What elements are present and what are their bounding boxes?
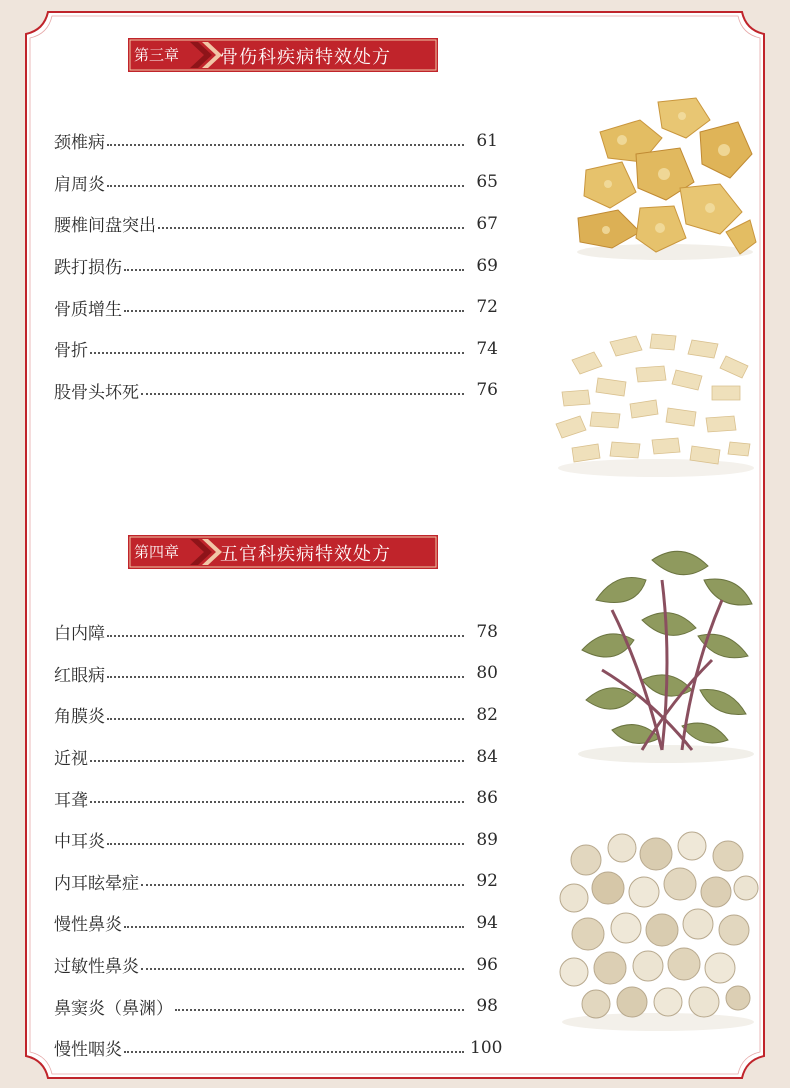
toc-entry-label: 过敏性鼻炎 xyxy=(54,957,139,978)
toc-entry[interactable] xyxy=(54,120,498,162)
toc-entry-label: 耳聋 xyxy=(54,790,88,811)
toc-entry[interactable] xyxy=(54,902,498,944)
toc-page-number: 96 xyxy=(476,954,498,975)
dried-flakes-image xyxy=(552,320,760,478)
toc-entry-label: 骨质增生 xyxy=(54,299,122,320)
chapter-number: 第四章 xyxy=(134,543,180,561)
toc-entry[interactable] xyxy=(54,162,498,204)
toc-page-number: 61 xyxy=(476,130,498,151)
toc-page-number: 92 xyxy=(476,871,498,892)
toc-entry[interactable] xyxy=(54,328,498,370)
toc-entry[interactable] xyxy=(54,985,498,1027)
toc-page-number: 69 xyxy=(476,255,498,276)
toc-entry-label: 肩周炎 xyxy=(54,174,105,195)
toc-entry-label: 骨折 xyxy=(54,341,88,362)
dried-root-slices-image xyxy=(570,92,760,262)
dried-herb-stems-image xyxy=(572,540,760,765)
toc-entry-label: 中耳炎 xyxy=(54,832,105,853)
toc-page-number: 67 xyxy=(476,213,498,234)
dot-leader xyxy=(107,843,464,845)
toc-entry-label: 慢性咽炎 xyxy=(54,1040,122,1061)
dot-leader xyxy=(107,718,464,720)
chapter-number: 第三章 xyxy=(134,46,180,64)
toc-entry[interactable] xyxy=(54,1027,503,1069)
toc-list xyxy=(54,120,498,411)
toc-entry[interactable] xyxy=(54,819,498,861)
dot-leader xyxy=(141,968,464,970)
dot-leader xyxy=(141,884,464,886)
toc-entry-label: 红眼病 xyxy=(54,665,105,686)
toc-entry-label: 慢性鼻炎 xyxy=(54,915,122,936)
dot-leader xyxy=(158,227,464,229)
toc-page-number: 80 xyxy=(476,663,498,684)
toc-entry-label: 颈椎病 xyxy=(54,133,105,154)
toc-entry-label: 白内障 xyxy=(54,624,105,645)
toc-list xyxy=(54,611,503,1069)
dried-round-tubers-image xyxy=(556,826,760,1032)
toc-page-number: 94 xyxy=(476,912,498,933)
dot-leader xyxy=(124,926,464,928)
toc-entry[interactable] xyxy=(54,286,498,328)
toc-entry[interactable] xyxy=(54,203,498,245)
toc-entry[interactable] xyxy=(54,861,498,903)
toc-entry[interactable] xyxy=(54,944,498,986)
dot-leader xyxy=(175,1009,464,1011)
dot-leader xyxy=(107,185,464,187)
toc-entry-label: 鼻窦炎（鼻渊） xyxy=(54,998,173,1019)
dot-leader xyxy=(107,676,464,678)
chapter-header xyxy=(128,535,438,569)
toc-page-number: 82 xyxy=(476,704,498,725)
toc-page-number: 72 xyxy=(476,297,498,318)
chapter-title: 五官科疾病特效处方 xyxy=(220,544,391,565)
toc-page-number: 84 xyxy=(476,746,498,767)
toc-entry-label: 股骨头坏死 xyxy=(54,382,139,403)
dot-leader xyxy=(90,352,464,354)
dot-leader xyxy=(124,1051,464,1053)
toc-page-number: 89 xyxy=(476,829,498,850)
dot-leader xyxy=(107,635,464,637)
toc-entry[interactable] xyxy=(54,245,498,287)
toc-page-number: 65 xyxy=(476,172,498,193)
dot-leader xyxy=(90,760,464,762)
toc-page-number: 100 xyxy=(470,1037,503,1058)
toc-page-number: 74 xyxy=(476,338,498,359)
toc-page-number: 78 xyxy=(476,621,498,642)
toc-entry-label: 近视 xyxy=(54,749,88,770)
toc-entry-label: 跌打损伤 xyxy=(54,258,122,279)
dot-leader xyxy=(124,310,464,312)
chapter-header xyxy=(128,38,438,72)
dot-leader xyxy=(107,144,464,146)
toc-entry[interactable] xyxy=(54,611,498,653)
toc-page-number: 86 xyxy=(476,788,498,809)
dot-leader xyxy=(90,801,464,803)
toc-entry[interactable] xyxy=(54,653,498,695)
chapter-title: 骨伤科疾病特效处方 xyxy=(220,47,391,68)
toc-entry[interactable] xyxy=(54,777,498,819)
toc-entry-label: 角膜炎 xyxy=(54,707,105,728)
toc-page-number: 76 xyxy=(476,380,498,401)
toc-page-number: 98 xyxy=(476,996,498,1017)
toc-entry[interactable] xyxy=(54,736,498,778)
toc-entry-label: 腰椎间盘突出 xyxy=(54,216,156,237)
dot-leader xyxy=(124,269,464,271)
toc-entry[interactable] xyxy=(54,370,498,412)
dot-leader xyxy=(141,393,464,395)
toc-entry[interactable] xyxy=(54,694,498,736)
toc-entry-label: 内耳眩晕症 xyxy=(54,873,139,894)
